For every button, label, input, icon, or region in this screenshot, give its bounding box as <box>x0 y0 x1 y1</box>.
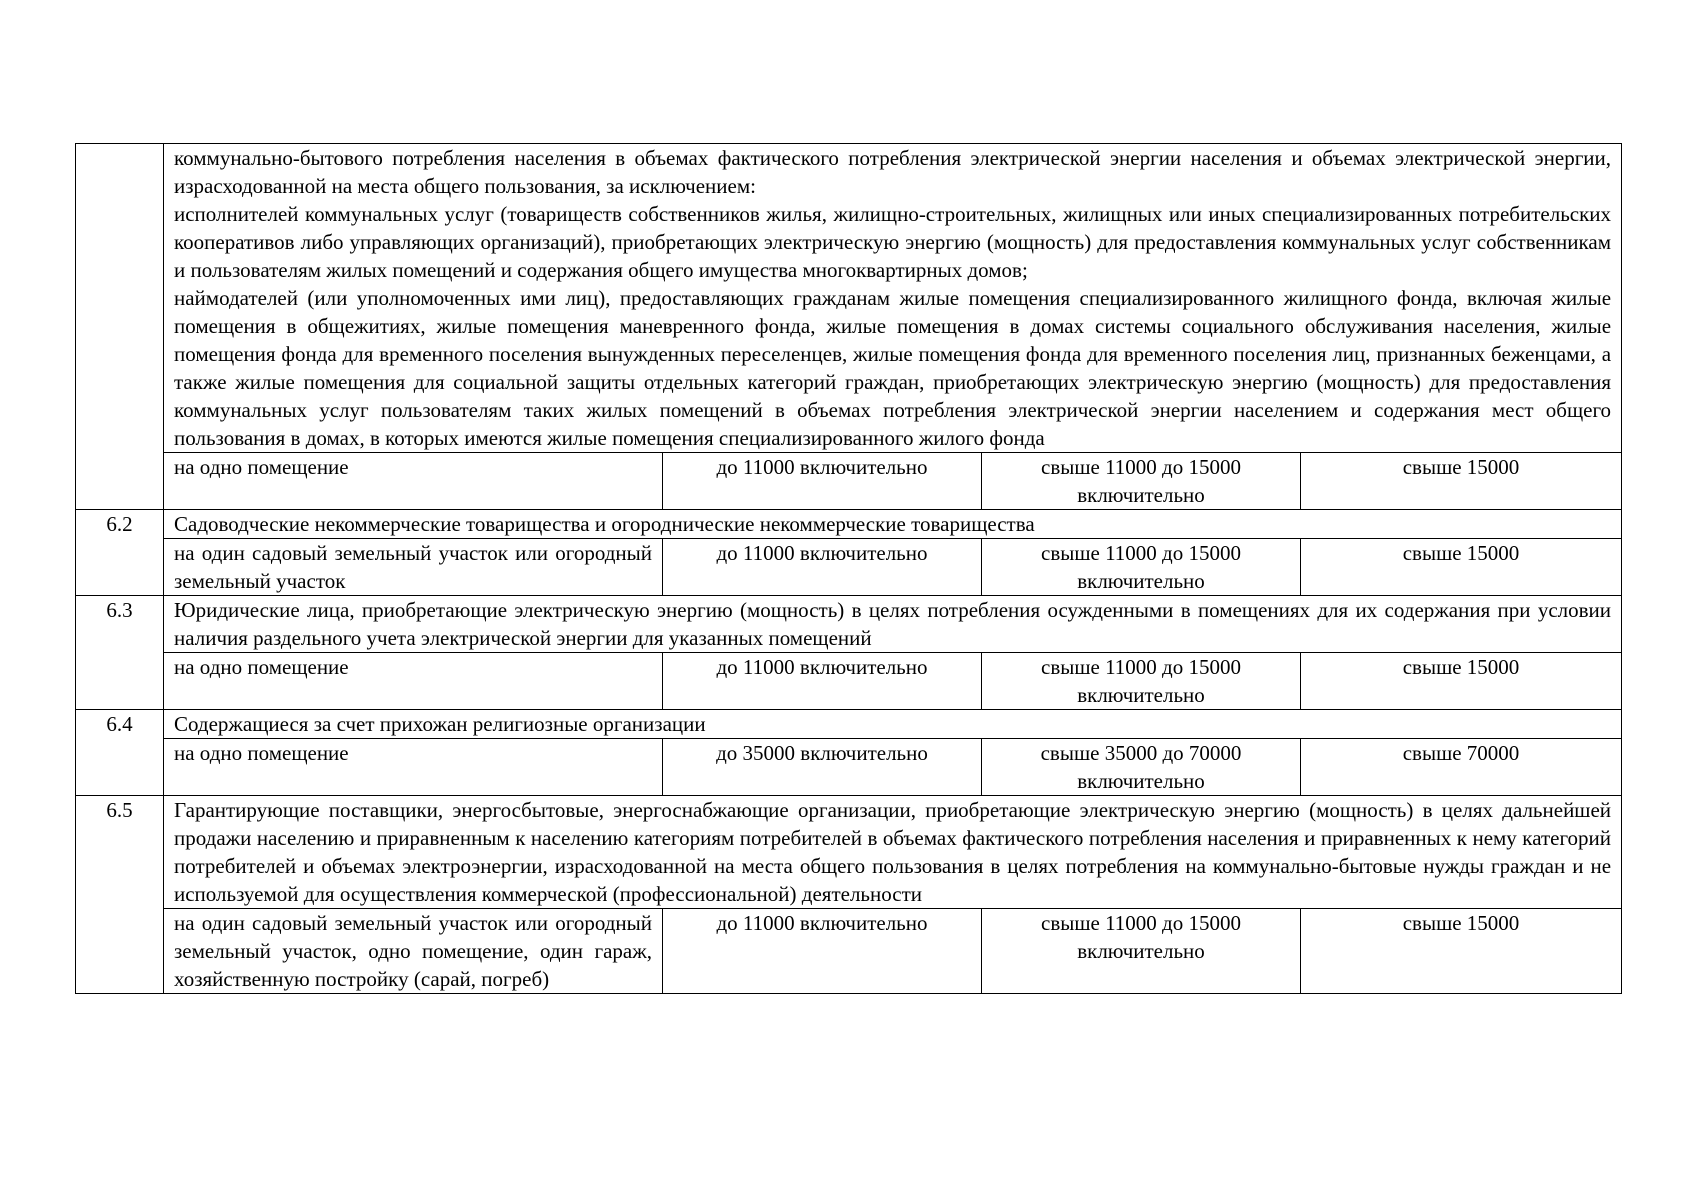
unit-label: на одно помещение <box>164 453 663 510</box>
category-title: Содержащиеся за счет прихожан религиозные организации <box>164 710 1622 739</box>
range-mid: свыше 11000 до 15000 включительно <box>982 453 1301 510</box>
range-low: до 11000 включительно <box>663 909 982 994</box>
tariff-table <box>75 143 1622 994</box>
range-high: свыше 15000 <box>1301 539 1622 596</box>
range-mid: свыше 35000 до 70000 включительно <box>982 739 1301 796</box>
range-high: свыше 15000 <box>1301 453 1622 510</box>
table-row <box>76 510 1622 539</box>
row-number: 6.5 <box>76 796 164 994</box>
range-low: до 11000 включительно <box>663 653 982 710</box>
table-row <box>76 796 1622 909</box>
row-number <box>76 144 164 510</box>
table-row <box>76 909 1622 994</box>
row-number: 6.2 <box>76 510 164 596</box>
range-low: до 35000 включительно <box>663 739 982 796</box>
paragraph: исполнителей коммунальных услуг (товариществ собственников жилья, жилищно-строительных, жилищных или иных специализированных потребительских кооперативов либо управляющих организаций), приобретающих электрическую энергию (мощность) для предоставления коммунальных услуг собственникам и пользователям жилых помещений и содержания общего имущества многоквартирных домов; <box>174 202 1612 282</box>
range-low: до 11000 включительно <box>663 453 982 510</box>
unit-label: на одно помещение <box>164 739 663 796</box>
paragraph: наймодателей (или уполномоченных ими лиц), предоставляющих гражданам жилые помещения специализированного жилищного фонда, включая жилые помещения в общежитиях, жилые помещения маневренного фонда, жилые помещения в домах системы социального обслуживания населения, жилые помещения фонда для временного поселения вынужденных переселенцев, жилые помещения фонда для временного поселения лиц, признанных беженцами, а также жилые помещения для социальной защиты отдельных категорий граждан, приобретающих электрическую энергию (мощность) для предоставления коммунальных услуг пользователям таких жилых помещений в объемах потребления электрической энергии населением и содержания мест общего пользования в домах, в которых имеются жилые помещения специализированного жилого фонда <box>174 286 1612 450</box>
category-title: Юридические лица, приобретающие электрическую энергию (мощность) в целях потребления осужденными в помещениях для их содержания при условии наличия раздельного учета электрической энергии для указанных помещений <box>164 596 1622 653</box>
range-mid: свыше 11000 до 15000 включительно <box>982 539 1301 596</box>
unit-label: на один садовый земельный участок или огородный земельный участок, одно помещение, один гараж, хозяйственную постройку (сарай, погреб) <box>164 909 663 994</box>
range-mid: свыше 11000 до 15000 включительно <box>982 909 1301 994</box>
row-number: 6.4 <box>76 710 164 796</box>
category-description <box>164 144 1622 453</box>
table-row <box>76 596 1622 653</box>
table-row <box>76 739 1622 796</box>
range-mid: свыше 11000 до 15000 включительно <box>982 653 1301 710</box>
unit-label: на одно помещение <box>164 653 663 710</box>
category-title: Гарантирующие поставщики, энергосбытовые, энергоснабжающие организации, приобретающие электрическую энергию (мощность) в целях дальнейшей продажи населению и приравненным к населению категориям потребителей в объемах фактического потребления населения и приравненных к нему категорий потребителей и объемах электроэнергии, израсходованной на места общего пользования в целях потребления на коммунально-бытовые нужды граждан и не используемой для осуществления коммерческой (профессиональной) деятельности <box>164 796 1622 909</box>
row-number: 6.3 <box>76 596 164 710</box>
table-row <box>76 453 1622 510</box>
table-row <box>76 144 1622 453</box>
table-row <box>76 653 1622 710</box>
range-high: свыше 15000 <box>1301 653 1622 710</box>
range-high: свыше 15000 <box>1301 909 1622 994</box>
table-row <box>76 710 1622 739</box>
category-title: Садоводческие некоммерческие товарищества и огороднические некоммерческие товарищества <box>164 510 1622 539</box>
range-low: до 11000 включительно <box>663 539 982 596</box>
table-row <box>76 539 1622 596</box>
paragraph: коммунально-бытового потребления населения в объемах фактического потребления электрической энергии населения и объемах электрической энергии, израсходованной на места общего пользования, за исключением: <box>174 146 1612 198</box>
unit-label: на один садовый земельный участок или огородный земельный участок <box>164 539 663 596</box>
range-high: свыше 70000 <box>1301 739 1622 796</box>
